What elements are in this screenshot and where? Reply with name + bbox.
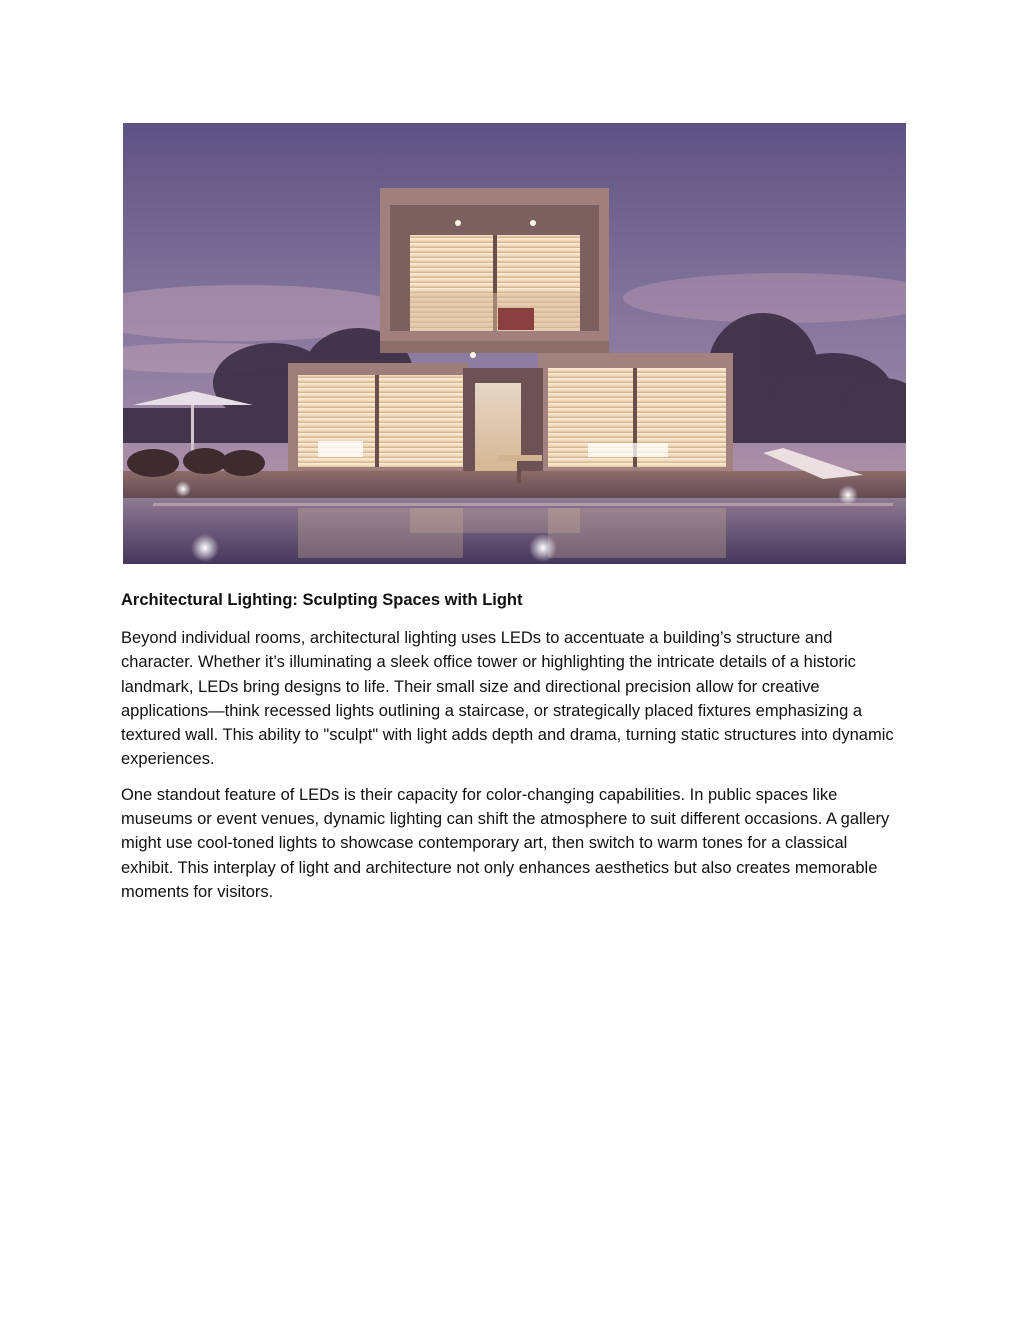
article-paragraph: Beyond individual rooms, architectural lighting uses LEDs to accentuate a building’s structure and character. Whether it’s illuminating a sleek office tower or highlighting the intricate details of a historic landmark, LEDs bring designs to life. Their small size and directional precision allow for creative applications—think recessed lights outlining a staircase, or strategically placed fixtures emphasizing a textured wall. This ability to "sculpt" with light adds depth and drama, turning static structures into dynamic experiences.	[121, 629, 894, 769]
article-body	[121, 588, 901, 915]
house-photo	[123, 123, 906, 564]
house-illustration	[123, 123, 906, 564]
article-paragraph: One standout feature of LEDs is their capacity for color-changing capabilities. In public spaces like museums or event venues, dynamic lighting can shift the atmosphere to suit different occasions. A gallery might use cool-toned lights to showcase contemporary art, then switch to warm tones for a classical exhibit. This interplay of light and architecture not only enhances aesthetics but also creates memorable moments for visitors.	[121, 785, 890, 901]
article-heading: Architectural Lighting: Sculpting Spaces with Light	[121, 591, 523, 609]
